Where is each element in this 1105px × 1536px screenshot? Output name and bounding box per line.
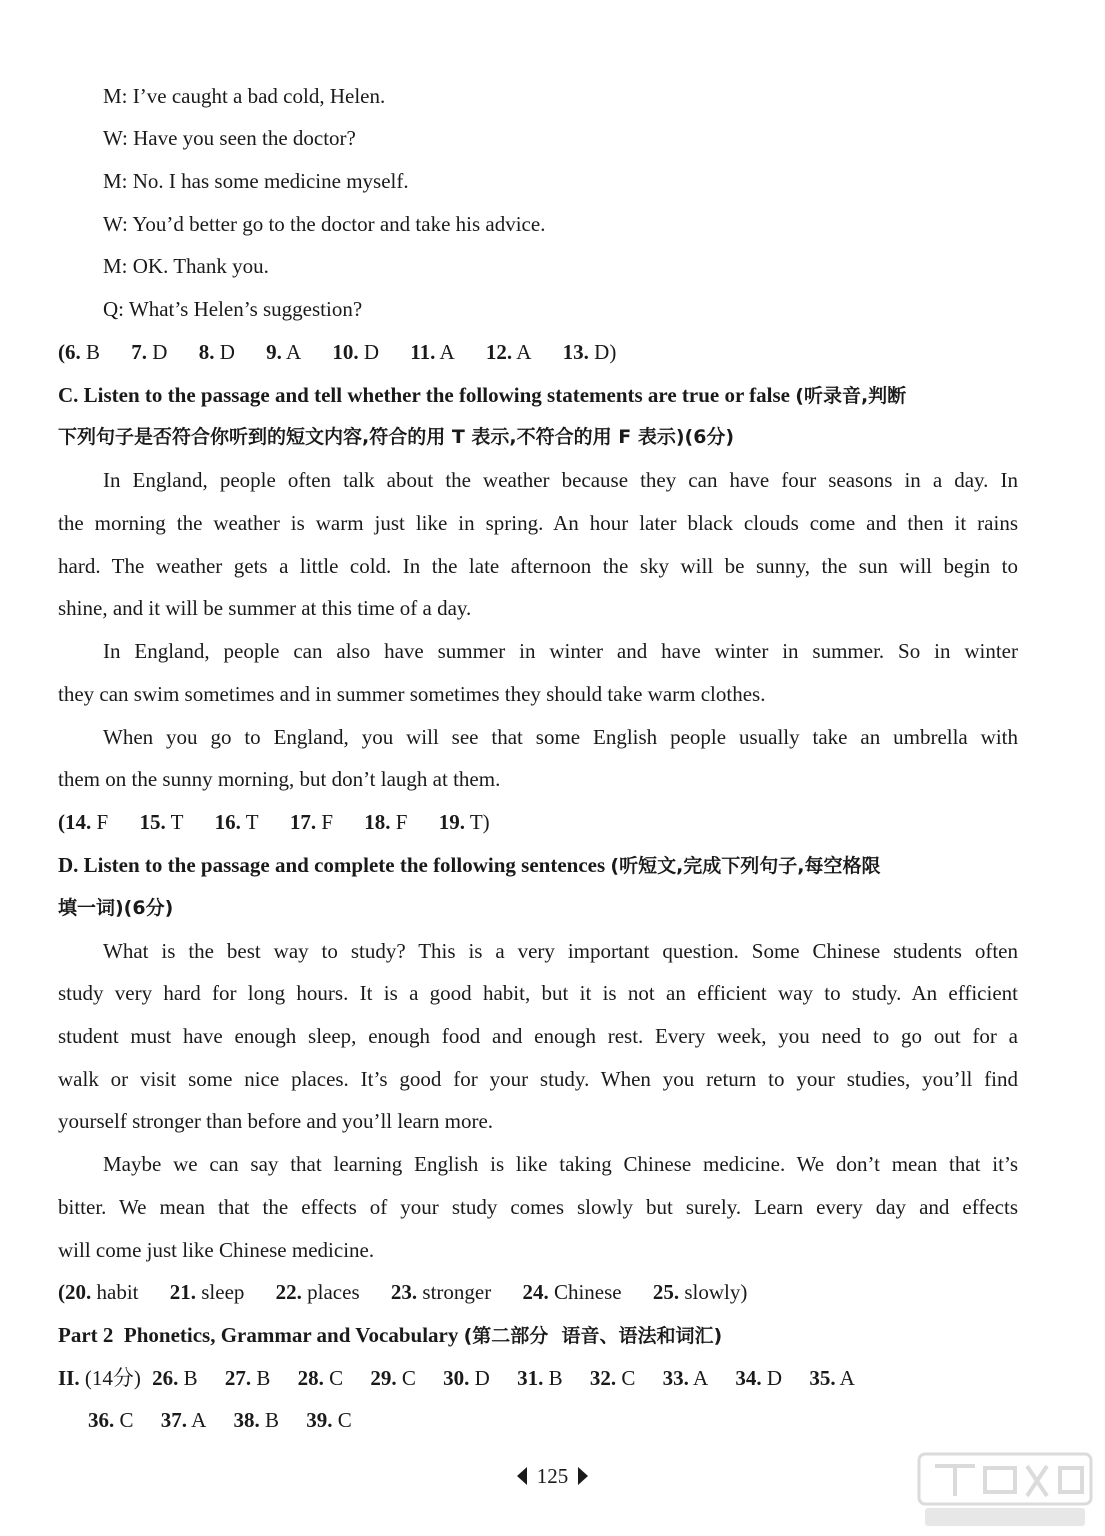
answer-item: 32. C [589,1366,636,1390]
section-c-heading-cn: 下列句子是否符合你听到的短文内容,符合的用 T 表示,不符合的用 F 表示)(6分) [58,426,735,448]
passage-line: the morning the weather is warm just like in spring. An hour later black clouds come and then it rains [58,511,1018,535]
passage-line: will come just like Chinese medicine. [58,1238,375,1262]
dialogue-line: W: You’d better go to the doctor and take his advice. [103,212,546,236]
answer-item: 28. C [297,1366,344,1390]
section-d-heading: D. Listen to the passage and complete the following sentences (听短文,完成下列句子,每空格限 [58,853,881,877]
dialogue-line: M: OK. Thank you. [103,254,269,278]
passage-line: When you go to England, you will see that some English people usually take an umbrella with [103,725,1018,749]
answer-item: 24. Chinese [522,1280,622,1304]
passage-line: In England, people often talk about the weather because they can have four seasons in a day. In [103,468,1018,492]
answer-item: (6. B [58,340,101,364]
passage-line: What is the best way to study? This is a very important question. Some Chinese students often [103,939,1018,963]
answer-item: 26. B [152,1366,198,1390]
answer-item: 37. A [160,1408,207,1432]
passage-line: they can swim sometimes and in summer sometimes they should take warm clothes. [58,682,766,706]
passage-line: Maybe we can say that learning English is like taking Chinese medicine. We don’t mean that it’s [103,1152,1018,1176]
answer-item: 12. A [485,340,532,364]
answer-item: 39. C [306,1408,352,1432]
answers-part2-row1 [58,1363,1018,1393]
answer-item: 11. A [410,340,455,364]
answer-item: (14. F [58,810,109,834]
part2-heading: Part 2 Phonetics, Grammar and Vocabulary (第二部分 语音、语法和词汇) [58,1323,723,1347]
section-c-heading: C. Listen to the passage and tell whether the following statements are true or false (听录音,判断 [58,383,907,407]
answer-item: 34. D [735,1366,783,1390]
answer-item: 19. T) [438,810,490,834]
dialogue-line: M: No. I has some medicine myself. [103,169,409,193]
passage-line: shine, and it will be summer at this time of a day. [58,596,472,620]
answers-section-c [58,807,1018,837]
answer-item: 38. B [233,1408,280,1432]
part2-score: (14分) [84,1366,141,1390]
passage-line: hard. The weather gets a little cold. In the late afternoon the sky will be sunny, the sun will begin to [58,554,1018,578]
answer-item: 25. slowly) [652,1280,748,1304]
answer-item: 15. T [139,810,184,834]
part2-label: II. [58,1366,80,1390]
page-number: 125 [0,1461,1105,1491]
answer-item: 21. sleep [169,1280,245,1304]
answer-item: 17. F [289,810,334,834]
answer-item: 18. F [364,810,408,834]
answer-item: (20. habit [58,1280,139,1304]
dialogue-line: W: Have you seen the doctor? [103,126,356,150]
passage-line: walk or visit some nice places. It’s good for your study. When you return to your studies, you’ll find [58,1067,1018,1091]
answer-item: 22. places [275,1280,360,1304]
answers-section-d [58,1277,1018,1307]
triangle-left-icon [517,1467,527,1485]
passage-line: them on the sunny morning, but don’t laugh at them. [58,767,501,791]
passage-line: bitter. We mean that the effects of your study comes slowly but surely. Learn every day and effects [58,1195,1018,1219]
passage-line: student must have enough sleep, enough food and enough rest. Every week, you need to go out for a [58,1024,1018,1048]
answer-item: 10. D [332,340,380,364]
answer-item: 23. stronger [390,1280,492,1304]
answer-item: 31. B [517,1366,563,1390]
answer-item: 33. A [662,1366,709,1390]
answer-item: 36. C [88,1408,134,1432]
watermark-logo-icon [915,1450,1095,1530]
answers-section-b [58,337,1018,367]
passage-line: In England, people can also have summer in winter and have winter in summer. So in winter [103,639,1018,663]
answer-item: 13. D) [562,340,617,364]
answers-part2-row2 [88,1405,1048,1435]
answer-item: 7. D [131,340,168,364]
triangle-right-icon [578,1467,588,1485]
passage-line: study very hard for long hours. It is a good habit, but it is not an efficient way to study. An efficient [58,981,1018,1005]
dialogue-line: M: I’ve caught a bad cold, Helen. [103,84,386,108]
answer-item: 8. D [198,340,235,364]
dialogue-question: Q: What’s Helen’s suggestion? [103,297,363,321]
answer-item: 16. T [214,810,259,834]
answer-item: 27. B [224,1366,271,1390]
section-d-heading-cn: 填一词)(6分) [58,897,174,919]
answer-item: 9. A [266,340,302,364]
answer-item: 29. C [370,1366,416,1390]
passage-line: yourself stronger than before and you’ll learn more. [58,1109,494,1133]
answer-item: 30. D [443,1366,490,1390]
answer-item: 35. A [809,1366,855,1390]
